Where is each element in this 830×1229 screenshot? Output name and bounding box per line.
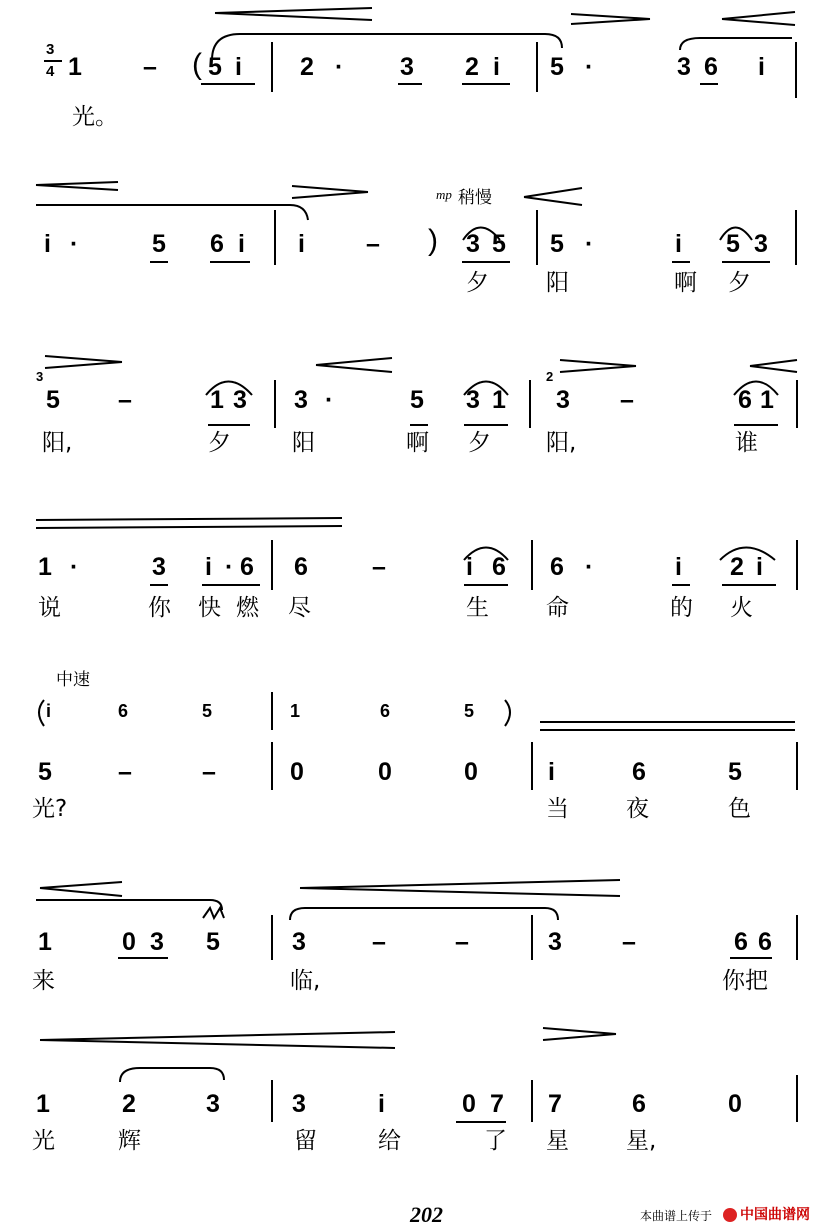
lyric: 色: [728, 796, 751, 822]
note: 5: [38, 758, 52, 786]
grace-note: 2: [546, 369, 554, 384]
note: 3: [206, 1090, 220, 1118]
note: 2: [122, 1090, 136, 1118]
dot: ·: [70, 553, 79, 581]
system7-marks: [40, 1028, 797, 1122]
lyric: 的: [670, 595, 693, 621]
accomp-note: 6: [118, 701, 129, 721]
dash: –: [372, 553, 386, 581]
brand-name: 中国曲谱网: [740, 1207, 810, 1223]
lyric: 谁: [735, 430, 758, 456]
note: 6: [492, 553, 506, 581]
lyric: 火: [730, 595, 753, 621]
note: 3: [150, 928, 164, 956]
note: 3: [292, 928, 306, 956]
dynamic-marking: mp: [436, 187, 452, 202]
note: 3: [400, 53, 414, 81]
lyric: 留: [294, 1128, 317, 1154]
note: 6: [734, 928, 748, 956]
dot: ·: [585, 53, 594, 81]
system5-marks: [39, 692, 797, 790]
note: 2: [465, 53, 479, 81]
note: i: [548, 758, 555, 786]
note: i: [378, 1090, 385, 1118]
note: 6: [240, 553, 254, 581]
lyric: 夜: [626, 796, 649, 822]
lyric: 星: [546, 1128, 569, 1154]
dot: ·: [70, 230, 79, 258]
note: 1: [68, 53, 82, 81]
note: 5: [152, 230, 166, 258]
note: 0: [122, 928, 136, 956]
note: 3: [677, 53, 691, 81]
note: 3: [292, 1090, 306, 1118]
lyric: 了: [484, 1128, 507, 1154]
note: i: [675, 553, 682, 581]
note: 5: [492, 230, 506, 258]
lyric: 快: [198, 595, 221, 621]
lyric: 光。: [72, 104, 118, 130]
note: 3: [466, 230, 480, 258]
note: i: [44, 230, 51, 258]
note: 1: [38, 553, 52, 581]
note: 2: [730, 553, 744, 581]
lyric: 说: [38, 595, 61, 621]
accomp-note: 6: [380, 701, 391, 721]
note: 3: [152, 553, 166, 581]
note: 0: [462, 1090, 476, 1118]
note: i: [298, 230, 305, 258]
system4-marks: [36, 518, 797, 590]
note: i: [238, 230, 245, 258]
note: 0: [464, 758, 478, 786]
note: 3: [294, 386, 308, 414]
lyric: 阳: [292, 430, 315, 456]
note: 1: [38, 928, 52, 956]
lyric: 光: [32, 1128, 55, 1154]
note: 5: [46, 386, 60, 414]
note: i: [493, 53, 500, 81]
note: 3: [466, 386, 480, 414]
accomp-note: 5: [202, 701, 213, 721]
note: 5: [726, 230, 740, 258]
dash: –: [202, 758, 216, 786]
lyric: 星,: [626, 1128, 657, 1154]
note: 6: [294, 553, 308, 581]
lyric: 夕: [208, 430, 231, 456]
note: 6: [632, 758, 646, 786]
page-number: 202: [410, 1202, 443, 1227]
lyric: 命: [546, 595, 569, 621]
note: i: [675, 230, 682, 258]
note: 5: [728, 758, 742, 786]
open-paren: (: [192, 48, 202, 81]
lyric: 临,: [290, 968, 321, 994]
dot: ·: [335, 53, 344, 81]
lyric: 辉: [118, 1128, 141, 1154]
note: 7: [490, 1090, 504, 1118]
lyric: 当: [546, 796, 569, 822]
tempo-direction: 稍慢: [458, 188, 492, 208]
note: 5: [550, 53, 564, 81]
note: 6: [738, 386, 752, 414]
dash: –: [366, 230, 380, 258]
note: 2: [300, 53, 314, 81]
dash: –: [622, 928, 636, 956]
lyric: 光?: [32, 796, 68, 822]
time-signature-bottom: 4: [46, 63, 55, 80]
time-signature-top: 3: [46, 41, 55, 58]
dash: –: [372, 928, 386, 956]
accomp-note: i: [46, 701, 52, 721]
dash: –: [455, 928, 469, 956]
note: 3: [754, 230, 768, 258]
note: 1: [492, 386, 506, 414]
lyric: 燃: [236, 595, 259, 621]
note: 6: [550, 553, 564, 581]
system2-marks: [36, 182, 796, 265]
dot: ·: [325, 386, 334, 414]
lyric: 给: [378, 1128, 401, 1154]
note: 1: [760, 386, 774, 414]
note: 1: [36, 1090, 50, 1118]
note: 0: [728, 1090, 742, 1118]
note: 5: [208, 53, 222, 81]
note: 5: [550, 230, 564, 258]
note: 7: [548, 1090, 562, 1118]
dash: –: [620, 386, 634, 414]
lyric: 来: [32, 968, 55, 994]
accomp-note: 1: [290, 701, 301, 721]
note: 1: [210, 386, 224, 414]
dot: ·: [225, 553, 234, 581]
lyric: 啊: [406, 430, 429, 456]
lyric: 尽: [288, 595, 311, 621]
note: 3: [548, 928, 562, 956]
lyric: 夕: [466, 270, 489, 296]
tempo-marking: 中速: [56, 670, 90, 690]
note: 5: [206, 928, 220, 956]
dot: ·: [585, 230, 594, 258]
time-signature-bar: [44, 60, 62, 62]
lyric: 夕: [468, 430, 491, 456]
note: i: [466, 553, 473, 581]
note: i: [756, 553, 763, 581]
close-paren: ): [428, 224, 438, 257]
lyric: 阳: [546, 270, 569, 296]
dot: ·: [585, 553, 594, 581]
lyric: 生: [466, 595, 489, 621]
lyric: 啊: [674, 270, 697, 296]
dash: –: [118, 758, 132, 786]
dash: –: [143, 53, 157, 81]
lyric: 你把: [722, 968, 768, 994]
upload-note: 本曲谱上传于: [640, 1209, 713, 1223]
note: i: [758, 53, 765, 81]
dash: –: [118, 386, 132, 414]
lyric: 阳,: [546, 430, 577, 456]
note: 0: [290, 758, 304, 786]
note: 6: [704, 53, 718, 81]
note: i: [205, 553, 212, 581]
lyric: 阳,: [42, 430, 73, 456]
note: 3: [233, 386, 247, 414]
lyric: 夕: [728, 270, 751, 296]
brand-logo-icon: [723, 1208, 737, 1222]
note: 6: [632, 1090, 646, 1118]
lyric: 你: [148, 595, 171, 621]
note: 6: [210, 230, 224, 258]
accomp-note: 5: [464, 701, 475, 721]
grace-note: 3: [36, 369, 44, 384]
note: 5: [410, 386, 424, 414]
note: 6: [758, 928, 772, 956]
note: 0: [378, 758, 392, 786]
note: 3: [556, 386, 570, 414]
note: i: [235, 53, 242, 81]
